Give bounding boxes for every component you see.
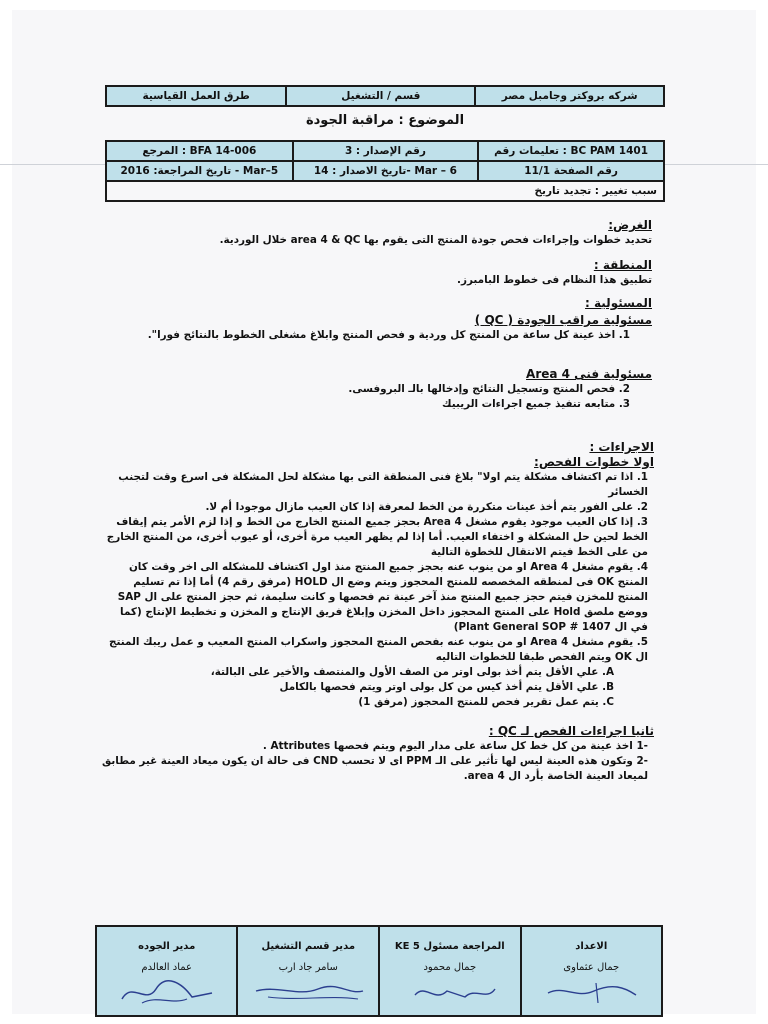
qc-responsibility-title: مسئولية مراقب الجودة ( QC ) (474, 313, 652, 327)
qc-procedure-item: -1 اخذ عينة من كل خط كل ساعة على مدار اليوم ويتم فحصها Attributes . (262, 740, 648, 752)
responsibility-section (120, 296, 652, 412)
procedure-sub-step: B. علي الأقل يتم أخذ كيس من كل بولى اوتر ويتم فحصها بالكامل (279, 681, 614, 693)
procedure-step: 5. يقوم مشغل Area 4 او من ينوب عنه بفحص المنتج المحجوز واسكراب المنتج المعيب و عمل ريبك المنتج ال OK ويتم الفحص طبقا للخطوات التاليه (109, 636, 648, 663)
first-steps-title: اولا خطوات الفحص: (534, 455, 654, 469)
reference: المرجع : BFA 14-006 (106, 141, 293, 161)
qc-item: 1. اخذ عينة كل ساعة من المنتج كل وردية و فحص المنتج وابلاغ مشغلى الخطوط بالنتائج فورا". (147, 329, 630, 341)
signature-role: مدير قسم التشغيل (261, 941, 356, 952)
area4-responsibility-title: مسئولية فنى Area 4 (526, 367, 652, 381)
issue-number: رقم الإصدار : 3 (293, 141, 479, 161)
change-reason: سبب تغيير : تجديد تاريخ (106, 181, 664, 201)
procedure-step: 2. على الفور يتم أخذ عينات متكررة من الخط لمعرفة إذا كان العيب مازال موجودا أم لا. (205, 501, 648, 513)
instructions-number: تعليمات رقم : BC PAM 1401 (478, 141, 664, 161)
area4-item: 2. فحص المنتج وتسجيل النتائج وإدخالها بالـ البروفسى. (348, 383, 630, 395)
area-text: تطبيق هذا النظام فى خطوط البامبرز. (457, 274, 652, 286)
qc-procedure-item: -2 وتكون هذه العينة ليس لها تأثير على الـ PPM اى لا تحسب CND فى حالة ان يكون ميعاد العينة غير مطابق لميعاد العينة الخاصة بأرد ال area 4. (102, 755, 648, 782)
procedure-sub-step: A. علي الأقل يتم أخذ بولى اوتر من الصف الأول والمنتصف والأخير على البالتة، (210, 666, 614, 678)
purpose-section (150, 218, 652, 248)
page-number: رقم الصفحة 11/1 (478, 161, 664, 181)
signature-cell (379, 926, 520, 1016)
signature-name: سامر جاد ارب (278, 962, 338, 973)
signature-table (95, 925, 663, 1017)
signature-cell (237, 926, 379, 1016)
procedure-step: 4. يقوم مشغل Area 4 او من ينوب عنه بحجز جميع المنتج منذ اول اكتشاف للمشكله الى اخر وقت كان المنتج OK فى لمنطقه المخصصه للمنتج المحجوز ويتم وضع ال HOLD (مرفق رقم 4) أما إذا تم تسليم المنتج للمخزن فيتم حجز جميع المنتج منذ آخر عينة تم فحصها و كانت سليمة، ثم حجز المنتج على ال SAP ووضع ملصق Hold على المنتج المحجوز داخل المخزن وإبلاغ فريق الإنتاج و المخزن و تخطيط الإنتاج (كما في ال Plant General SOP # 1407) (117, 561, 648, 633)
signature-cell (521, 926, 662, 1016)
handwritten-signature (248, 975, 368, 1009)
procedure-step: 1. اذا تم اكتشاف مشكلة يتم اولا" بلاغ فنى المنطقة التى بها مشكلة لحل المشكلة فى اسرع وقت لتجنب الخسائر (118, 471, 648, 498)
header-table (105, 85, 665, 107)
area-title: المنطقة : (593, 258, 652, 272)
handwritten-signature (536, 975, 646, 1009)
handwritten-signature (395, 975, 505, 1009)
procedures-section (100, 440, 654, 784)
department: قسم / التشغيل (286, 86, 475, 106)
signature-name: جمال عثماوى (563, 962, 620, 973)
area4-item: 3. متابعه تنفيذ جميع اجراءات الريبيك (442, 398, 630, 410)
signature-role: مدير الجوده (138, 941, 196, 952)
signature-name: عماد العالدم (141, 962, 193, 973)
second-procedures-title: ثانيا اجراءات الفحص لـ QC : (488, 724, 654, 738)
company-name: شركه بروكتر وجامبل مصر (475, 86, 664, 106)
signature-cell (96, 926, 237, 1016)
procedures-title: الاجراءات : (589, 440, 654, 454)
handwritten-signature (112, 975, 222, 1009)
signature-role: الاعداد (575, 941, 608, 952)
responsibility-title: المسئولية : (585, 296, 652, 310)
meta-table (105, 140, 665, 202)
procedure-sub-step: C. يتم عمل تقرير فحص للمنتج المحجوز (مرفق 1) (358, 696, 614, 708)
standard-methods: طرق العمل القياسية (106, 86, 286, 106)
signature-role: المراجعة مسئول KE 5 (394, 941, 505, 952)
purpose-text: تحديد خطوات وإجراءات فحص جودة المنتج التى يقوم بها area 4 & QC خلال الوردية. (219, 234, 652, 246)
subject-title: الموضوع : مراقبة الجودة (305, 113, 465, 128)
procedure-step: 3. إذا كان العيب موجود يقوم مشغل Area 4 بحجز جميع المنتج الخارج من الخط و إذا لزم الأمر يتم إيقاف الخط لحين حل المشكلة و اختفاء العيب. أما إذا لم يظهر العيب مرة أخرى، أو عيوب أخرى، من المنتج الخارج من على الخط فيتم الانتقال للخطوة التالية (106, 516, 648, 558)
purpose-title: الغرض: (608, 218, 652, 232)
area-section (150, 258, 652, 288)
signature-name: جمال محمود (423, 962, 477, 973)
review-date: تاريخ المراجعة: 2016 - Mar–5 (106, 161, 293, 181)
issue-date: تاريخ الاصدار : 14- Mar – 6 (293, 161, 479, 181)
